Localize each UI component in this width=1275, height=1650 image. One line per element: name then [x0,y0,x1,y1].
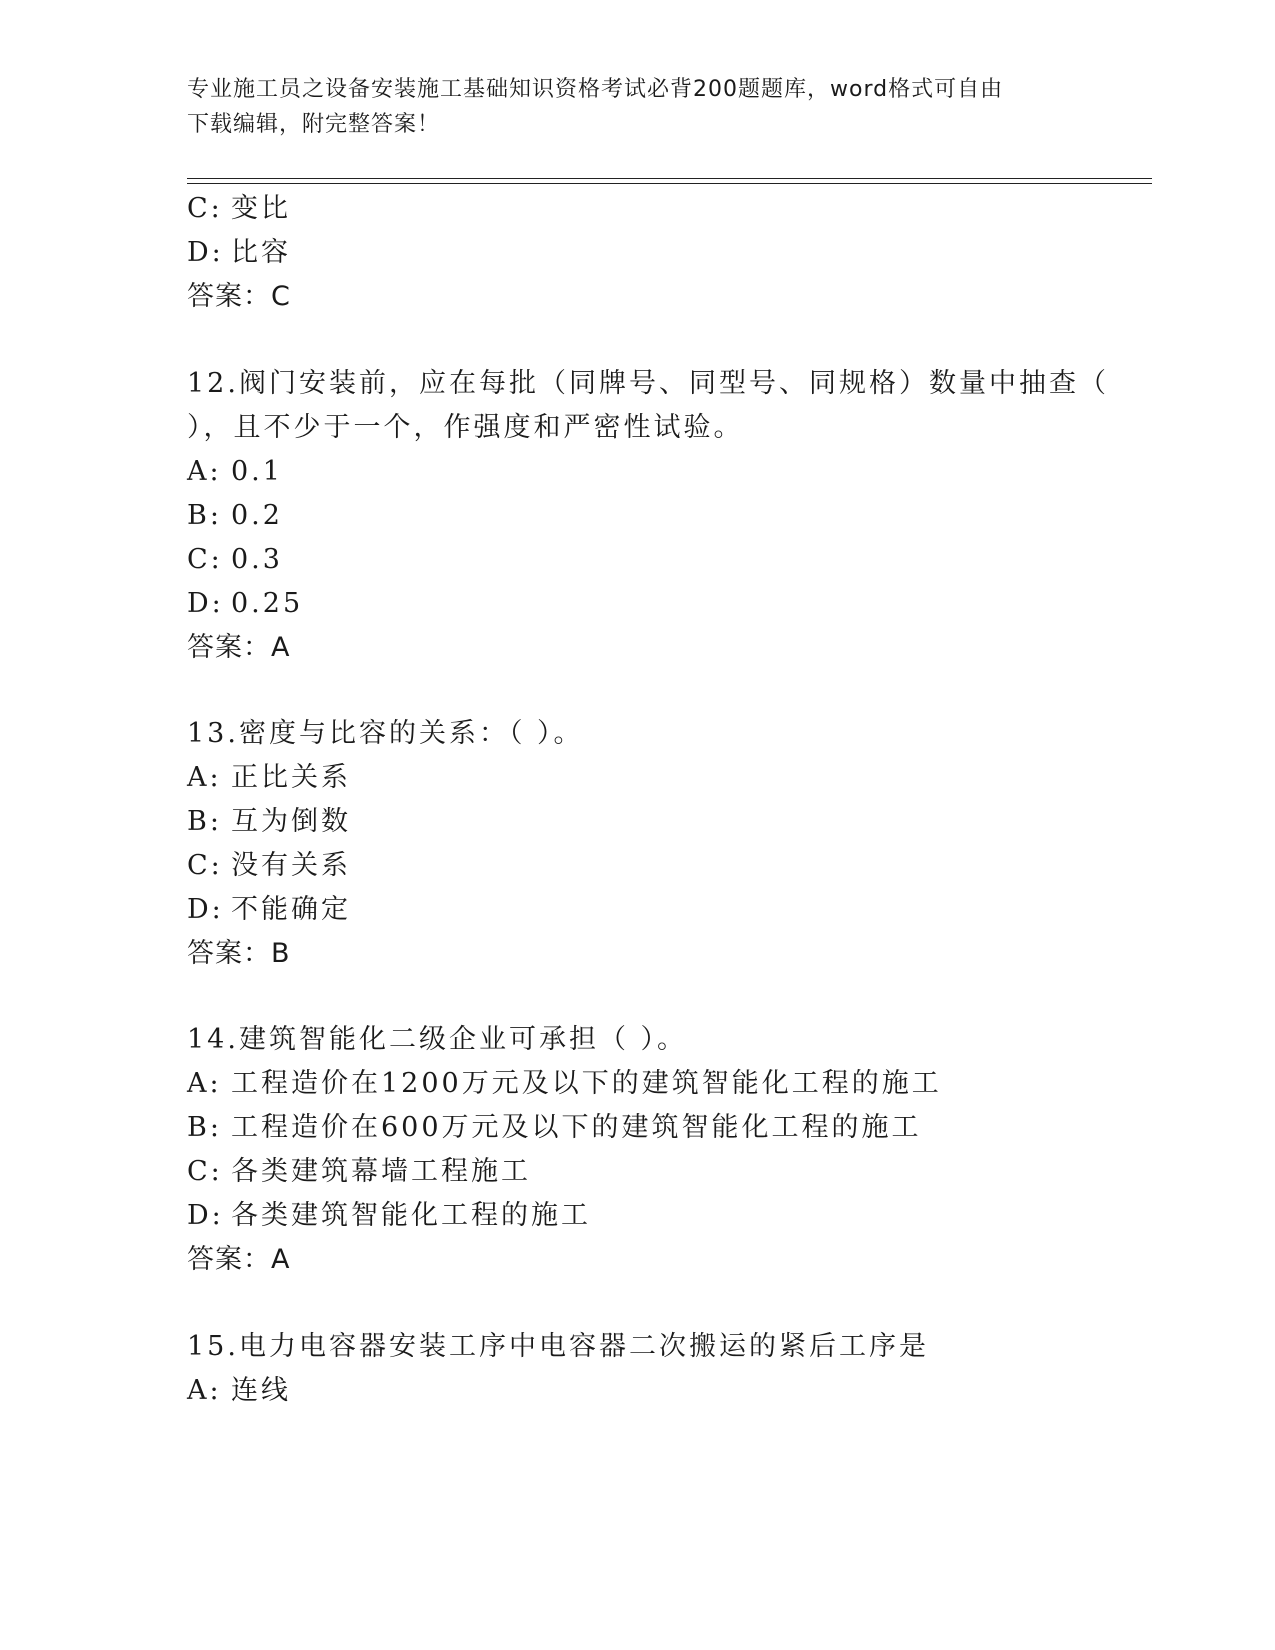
option-prefix: C: [187,850,223,881]
option-text: 工程造价在600万元及以下的建筑智能化工程的施工 [231,1112,922,1143]
answer-line: 答案：A [187,1244,291,1275]
option-text: 0.25 [231,588,304,619]
option-text: 比容 [231,237,291,268]
header-divider-bottom [187,183,1152,184]
option-d [187,236,291,270]
option-prefix: B: [187,1112,222,1143]
option-prefix: C: [187,1156,223,1187]
option-text: 没有关系 [231,850,351,881]
question-text: 14.建筑智能化二级企业可承担（ ）。 [187,1024,688,1055]
option-text: 正比关系 [231,762,351,793]
option-prefix: D: [187,1200,224,1231]
option-text: 0.3 [231,544,283,575]
option-prefix: D: [187,237,224,268]
header-line-2: 下载编辑，附完整答案！ [187,112,441,137]
option-prefix: C: [187,544,223,575]
option-c [187,1155,531,1189]
header-line-1: 专业施工员之设备安装施工基础知识资格考试必背200题题库，word格式可自由 [187,77,1004,102]
option-prefix: A: [187,1068,222,1099]
option-text: 各类建筑幕墙工程施工 [231,1156,531,1187]
option-d [187,1199,591,1233]
option-prefix: D: [187,894,224,925]
answer-line: 答案：C [187,281,291,312]
answer-line: 答案：A [187,632,291,663]
question-text-continued: ），且不少于一个，作强度和严密性试验。 [187,412,744,443]
option-b [187,805,351,839]
option-prefix: B: [187,806,222,837]
answer-line: 答案：B [187,938,291,969]
option-a [187,761,351,795]
question-text: 13.密度与比容的关系：（ ）。 [187,718,584,749]
option-text: 各类建筑智能化工程的施工 [231,1200,591,1231]
option-a [187,1374,291,1408]
header-divider-top [187,178,1152,179]
option-text: 0.2 [231,500,283,531]
question-text: 15.电力电容器安装工序中电容器二次搬运的紧后工序是 [187,1331,929,1362]
option-prefix: C: [187,193,223,224]
option-prefix: A: [187,1375,222,1406]
option-d [187,893,351,927]
option-text: 连线 [231,1375,291,1406]
option-c [187,543,283,577]
option-b [187,1111,922,1145]
question-text: 12.阀门安装前，应在每批（同牌号、同型号、同规格）数量中抽查（ [187,368,1109,399]
option-text: 互为倒数 [231,806,351,837]
option-text: 工程造价在1200万元及以下的建筑智能化工程的施工 [231,1068,942,1099]
option-a [187,455,283,489]
document-header [187,72,1087,142]
option-a [187,1067,942,1101]
option-b [187,499,283,533]
option-prefix: D: [187,588,224,619]
option-text: 变比 [231,193,291,224]
option-d [187,587,303,621]
option-c [187,192,291,226]
option-prefix: B: [187,500,222,531]
option-prefix: A: [187,762,222,793]
option-prefix: A: [187,456,222,487]
option-c [187,849,351,883]
option-text: 不能确定 [231,894,351,925]
option-text: 0.1 [231,456,283,487]
